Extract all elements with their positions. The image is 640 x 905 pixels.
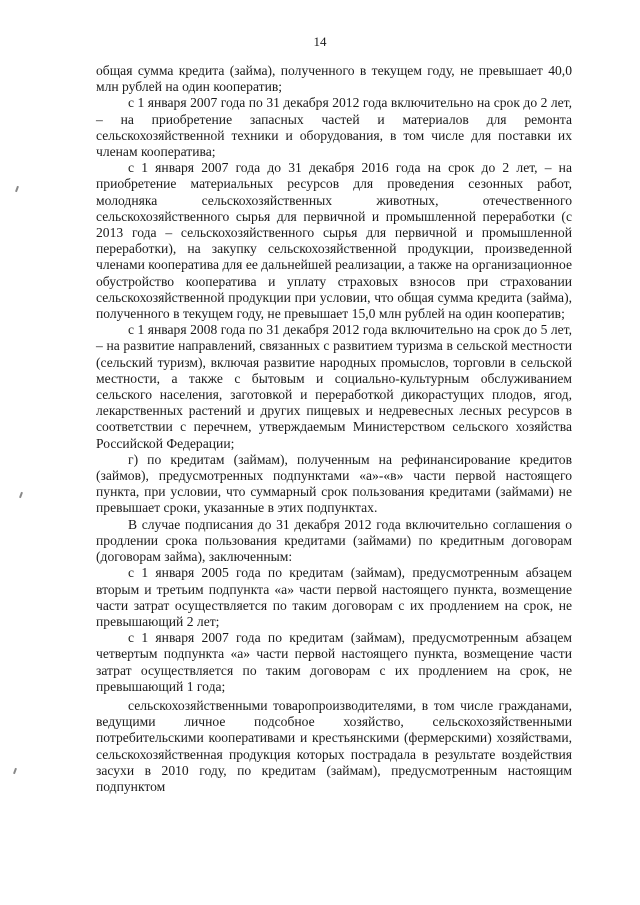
paragraph: с 1 января 2005 года по кредитам (займам), предусмотренным абзацем вторым и третьим подпункта «а» части первой настоящего пункта, возмещение части затрат осуществляется по таким договорам с их продлением на срок, не превышающий 2 лет; xyxy=(96,565,572,629)
paragraph: сельскохозяйственными товаропроизводителями, в том числе гражданами, ведущими личное подсобное хозяйство, сельскохозяйственными потребительскими кооперативами и крестьянскими (фермерскими) хозяйствами, сельскохозяйственная продукция которых пострадала в результате воздействия засухи в 2010 году, по кредитам (займам), предусмотренным настоящим подпунктом xyxy=(96,697,572,794)
scan-mark xyxy=(13,768,17,774)
paragraph: В случае подписания до 31 декабря 2012 года включительно соглашения о продлении срока пользования кредитами (займами) по кредитным договорам (договорам займа), заключенным: xyxy=(96,516,572,565)
scan-mark xyxy=(19,492,23,498)
paragraph: с 1 января 2007 года по кредитам (займам), предусмотренным абзацем четвертым подпункта «а» части первой настоящего пункта, возмещение части затрат осуществляется по таким договорам с их продлением на срок, не превышающий 1 года; xyxy=(96,630,572,694)
paragraph: общая сумма кредита (займа), полученного в текущем году, не превышает 40,0 млн рублей на один кооператив; xyxy=(96,63,572,95)
paragraph: с 1 января 2007 года по 31 декабря 2012 года включительно на срок до 2 лет, – на приобретение запасных частей и материалов для ремонта сельскохозяйственной техники и оборудования, в том числе для поставки их членам кооператива; xyxy=(96,95,572,160)
document-body xyxy=(96,63,572,795)
paragraph: с 1 января 2007 года до 31 декабря 2016 года на срок до 2 лет, – на приобретение материальных ресурсов для проведения сезонных работ, молодняка сельскохозяйственных животных, отечественного сельскохозяйственного сырья для первичной и промышленной переработки (с 2013 года – сельскохозяйственного сырья для первичной и промышленной переработки), на закупку сельскохозяйственной продукции, произведенной членами кооператива для ее дальнейшей реализации, а также на организационное обустройство кооператива и уплату страховых взносов при страховании сельскохозяйственной продукции при условии, что общая сумма кредита (займа), полученного в текущем году, не превышает 15,0 млн рублей на один кооператив; xyxy=(96,160,572,322)
scan-mark xyxy=(15,186,19,192)
paragraph: г) по кредитам (займам), полученным на рефинансирование кредитов (займов), предусмотренных подпунктами «а»-«в» части первой настоящего пункта, при условии, что суммарный срок пользования кредитами (займами) не превышает сроки, указанные в этих подпунктах. xyxy=(96,451,572,516)
paragraph: с 1 января 2008 года по 31 декабря 2012 года включительно на срок до 5 лет, – на развитие направлений, связанных с развитием туризма в сельской местности (сельский туризм), включая развитие народных промыслов, торговли в сельской местности, а также с бытовым и социально-культурным обслуживанием сельского населения, заготовкой и переработкой дикорастущих плодов, ягод, лекарственных растений и других пищевых и недревесных лесных ресурсов в соответствии с перечнем, утверждаемым Министерством сельского хозяйства Российской Федерации; xyxy=(96,322,572,451)
page-number: 14 xyxy=(313,34,327,49)
